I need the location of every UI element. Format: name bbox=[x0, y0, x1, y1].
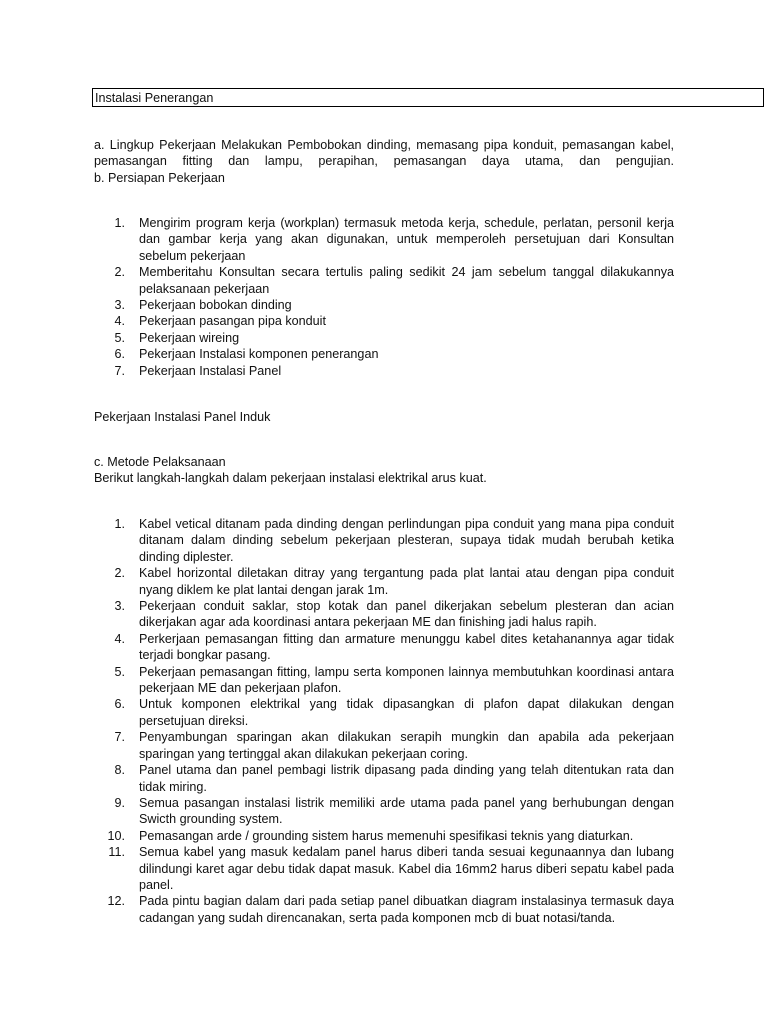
list-item-number: 7. bbox=[114, 730, 125, 745]
list-item-text: Pekerjaan Instalasi Panel bbox=[139, 363, 282, 378]
section-title-box bbox=[92, 88, 764, 107]
list-item-number: 8. bbox=[114, 763, 125, 778]
list-item-number: 9. bbox=[114, 795, 125, 810]
list-item-text: Panel utama dan panel pembagi listrik dipasang pada dinding yang telah ditentukan rata dan tidak miring. bbox=[139, 763, 674, 794]
method-section bbox=[94, 454, 674, 487]
list-item-text: Semua kabel yang masuk kedalam panel harus diberi tanda sesuai kegunaannya dan lubang dilindungi karet agar debu tidak dapat masuk. Kabel dia 16mm2 harus diberi sepatu kabel pada panel. bbox=[139, 845, 674, 892]
method-list-item bbox=[94, 893, 674, 926]
list-item-text: Pekerjaan conduit saklar, stop kotak dan panel dikerjakan sebelum plesteran dan acian dikerjakan agar ada koordinasi antara pekerjaan ME dan finishing jadi halus rapih. bbox=[139, 599, 674, 630]
list-item-text: Untuk komponen elektrikal yang tidak dipasangkan di plafon dapat dilakukan dengan persetujuan direksi. bbox=[139, 697, 674, 728]
list-item-number: 7. bbox=[114, 363, 125, 378]
list-item-text: Pekerjaan wireing bbox=[139, 330, 240, 345]
method-heading: c. Metode Pelaksanaan bbox=[94, 455, 226, 469]
list-item-number: 12. bbox=[107, 894, 125, 909]
list-item-number: 5. bbox=[114, 330, 125, 345]
list-item-number: 2. bbox=[114, 566, 125, 581]
list-item-text: Memberitahu Konsultan secara tertulis paling sedikit 24 jam sebelum tanggal dilakukannya pelaksanaan pekerjaan bbox=[139, 265, 674, 296]
prep-list-item bbox=[94, 264, 674, 297]
list-item-number: 10. bbox=[107, 828, 125, 843]
list-item-text: Pekerjaan pasangan pipa konduit bbox=[139, 314, 326, 329]
scope-paragraph bbox=[94, 137, 674, 186]
list-item-number: 1. bbox=[114, 517, 125, 531]
method-list-item bbox=[94, 795, 674, 828]
method-list bbox=[94, 516, 674, 926]
list-item-text: Pekerjaan bobokan dinding bbox=[139, 298, 292, 313]
list-item-number: 6. bbox=[114, 347, 125, 362]
list-item-number: 2. bbox=[114, 265, 125, 280]
list-item-text: Perkerjaan pemasangan fitting dan armature menunggu kabel dites ketahanannya agar tidak terjadi bongkar pasang. bbox=[139, 631, 674, 663]
method-list-item bbox=[94, 828, 674, 844]
prep-list-item bbox=[94, 346, 674, 362]
section-title: Instalasi Penerangan bbox=[95, 91, 214, 105]
list-item-text: Kabel vetical ditanam pada dinding dengan perlindungan pipa conduit yang mana pipa conduit ditanam dalam dinding sebelum pekerjaan plesteran, supaya tidak mudah berubah ketika dinding diplester. bbox=[139, 517, 674, 564]
scope-line-2: pemasangan fitting dan lampu, perapihan, pemasangan daya utama, dan pengujian. bbox=[94, 154, 674, 169]
method-list-item bbox=[94, 664, 674, 697]
list-item-number: 5. bbox=[114, 664, 125, 679]
method-list-item bbox=[94, 598, 674, 631]
list-item-text: Pemasangan arde / grounding sistem harus memenuhi spesifikasi teknis yang diaturkan. bbox=[139, 828, 634, 843]
list-item-text: Pada pintu bagian dalam dari pada setiap panel dibuatkan diagram instalasinya termasuk daya cadangan yang sudah direncanakan, serta pada komponen mcb di buat notasi/tanda. bbox=[139, 894, 674, 925]
method-list-item bbox=[94, 762, 674, 795]
list-item-number: 3. bbox=[114, 298, 125, 313]
method-list-item bbox=[94, 516, 674, 565]
list-item-number: 3. bbox=[114, 599, 125, 614]
list-item-text: Mengirim program kerja (workplan) termasuk metoda kerja, schedule, perlatan, personil kerja dan gambar kerja yang akan digunakan, untuk memperoleh persetujuan dari Konsultan sebelum pekerjaan bbox=[139, 216, 674, 263]
list-item-number: 6. bbox=[114, 697, 125, 712]
list-item-number: 1. bbox=[114, 216, 125, 230]
prep-heading: b. Persiapan Pekerjaan bbox=[94, 170, 225, 185]
list-item-text: Pekerjaan pemasangan fitting, lampu serta komponen lainnya membutuhkan koordinasi antara pekerjaan ME dan pekerjaan plafon. bbox=[139, 664, 674, 696]
list-item-number: 11. bbox=[108, 845, 125, 860]
scope-line-1: a. Lingkup Pekerjaan Melakukan Pembobokan dinding, memasang pipa konduit, pemasangan kabel, bbox=[94, 138, 674, 152]
list-item-text: Penyambungan sparingan akan dilakukan serapih mungkin dan apabila ada pekerjaan sparingan yang tertinggal akan dilakukan pekerjaan coring. bbox=[139, 730, 674, 761]
method-list-item bbox=[94, 565, 674, 598]
panel-heading: Pekerjaan Instalasi Panel Induk bbox=[94, 410, 271, 424]
list-item-number: 4. bbox=[114, 314, 125, 329]
method-list-item bbox=[94, 631, 674, 664]
list-item-number: 4. bbox=[114, 631, 125, 646]
list-item-text: Semua pasangan instalasi listrik memiliki arde utama pada panel yang berhubungan dengan Swicth grounding system. bbox=[139, 795, 674, 827]
prep-list-item bbox=[94, 313, 674, 329]
prep-list bbox=[94, 215, 674, 379]
method-list-item bbox=[94, 696, 674, 729]
prep-list-item bbox=[94, 363, 674, 379]
prep-list-item bbox=[94, 330, 674, 346]
prep-list-item bbox=[94, 215, 674, 264]
method-intro: Berikut langkah-langkah dalam pekerjaan instalasi elektrikal arus kuat. bbox=[94, 471, 487, 486]
prep-list-item bbox=[94, 297, 674, 313]
list-item-text: Pekerjaan Instalasi komponen penerangan bbox=[139, 347, 379, 362]
list-item-text: Kabel horizontal diletakan ditray yang tergantung pada plat lantai atau dengan pipa conduit nyang diklem ke plat lantai dengan jarak 1m. bbox=[139, 566, 674, 597]
method-list-item bbox=[94, 844, 674, 893]
method-list-item bbox=[94, 729, 674, 762]
